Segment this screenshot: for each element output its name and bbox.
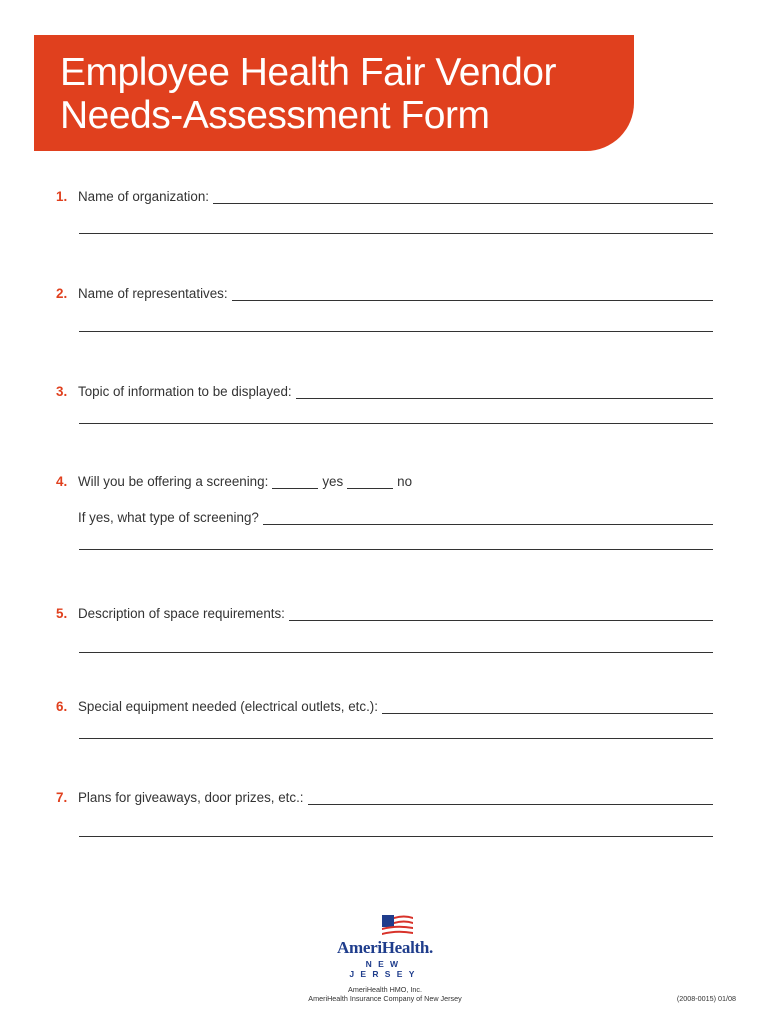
form-title-line-2: Needs-Assessment Form xyxy=(60,94,490,137)
screening-yes-blank[interactable] xyxy=(272,474,318,489)
question-label: Special equipment needed (electrical outlets, etc.): xyxy=(78,699,378,714)
question-number: 7. xyxy=(56,790,68,805)
question-label: Plans for giveaways, door prizes, etc.: xyxy=(78,790,304,805)
question-label: Name of organization: xyxy=(78,189,210,204)
logo-subtitle: NEW JERSEY xyxy=(349,959,421,979)
logo-brand: AmeriHealth. xyxy=(336,938,433,957)
space-requirements-field[interactable] xyxy=(289,606,713,621)
amerihealth-logo xyxy=(330,914,440,979)
answer-line[interactable] xyxy=(79,233,713,234)
form-code: (2008-0015) 01/08 xyxy=(676,994,736,1003)
footer-line-2: AmeriHealth Insurance Company of New Jersey xyxy=(308,994,462,1003)
question-number: 5. xyxy=(56,606,68,621)
question-label: Will you be offering a screening: xyxy=(78,474,269,489)
yes-label: yes xyxy=(322,474,344,489)
organization-name-field[interactable] xyxy=(213,189,713,204)
title-banner xyxy=(34,35,634,151)
question-number: 3. xyxy=(56,384,68,399)
answer-line[interactable] xyxy=(79,652,713,653)
question-number: 2. xyxy=(56,286,68,301)
question-label: Description of space requirements: xyxy=(78,606,285,621)
answer-line[interactable] xyxy=(79,549,713,550)
question-number: 1. xyxy=(56,189,68,204)
answer-line[interactable] xyxy=(79,423,713,424)
representatives-field[interactable] xyxy=(232,286,713,301)
question-label: Name of representatives: xyxy=(78,286,228,301)
question-label: Topic of information to be displayed: xyxy=(78,384,292,399)
screening-type-field[interactable] xyxy=(263,510,713,525)
answer-line[interactable] xyxy=(79,331,713,332)
answer-line[interactable] xyxy=(79,836,713,837)
topic-field[interactable] xyxy=(296,384,713,399)
question-number: 6. xyxy=(56,699,68,714)
question-number: 4. xyxy=(56,474,68,489)
special-equipment-field[interactable] xyxy=(382,699,713,714)
footer-line-1: AmeriHealth HMO, Inc. xyxy=(348,985,422,994)
screening-no-blank[interactable] xyxy=(347,474,393,489)
form-title-line-1: Employee Health Fair Vendor xyxy=(60,51,556,94)
followup-label: If yes, what type of screening? xyxy=(78,510,259,525)
giveaways-field[interactable] xyxy=(308,790,713,805)
no-label: no xyxy=(397,474,413,489)
footer-company xyxy=(240,985,530,1003)
answer-line[interactable] xyxy=(79,738,713,739)
flag-icon xyxy=(356,914,414,936)
